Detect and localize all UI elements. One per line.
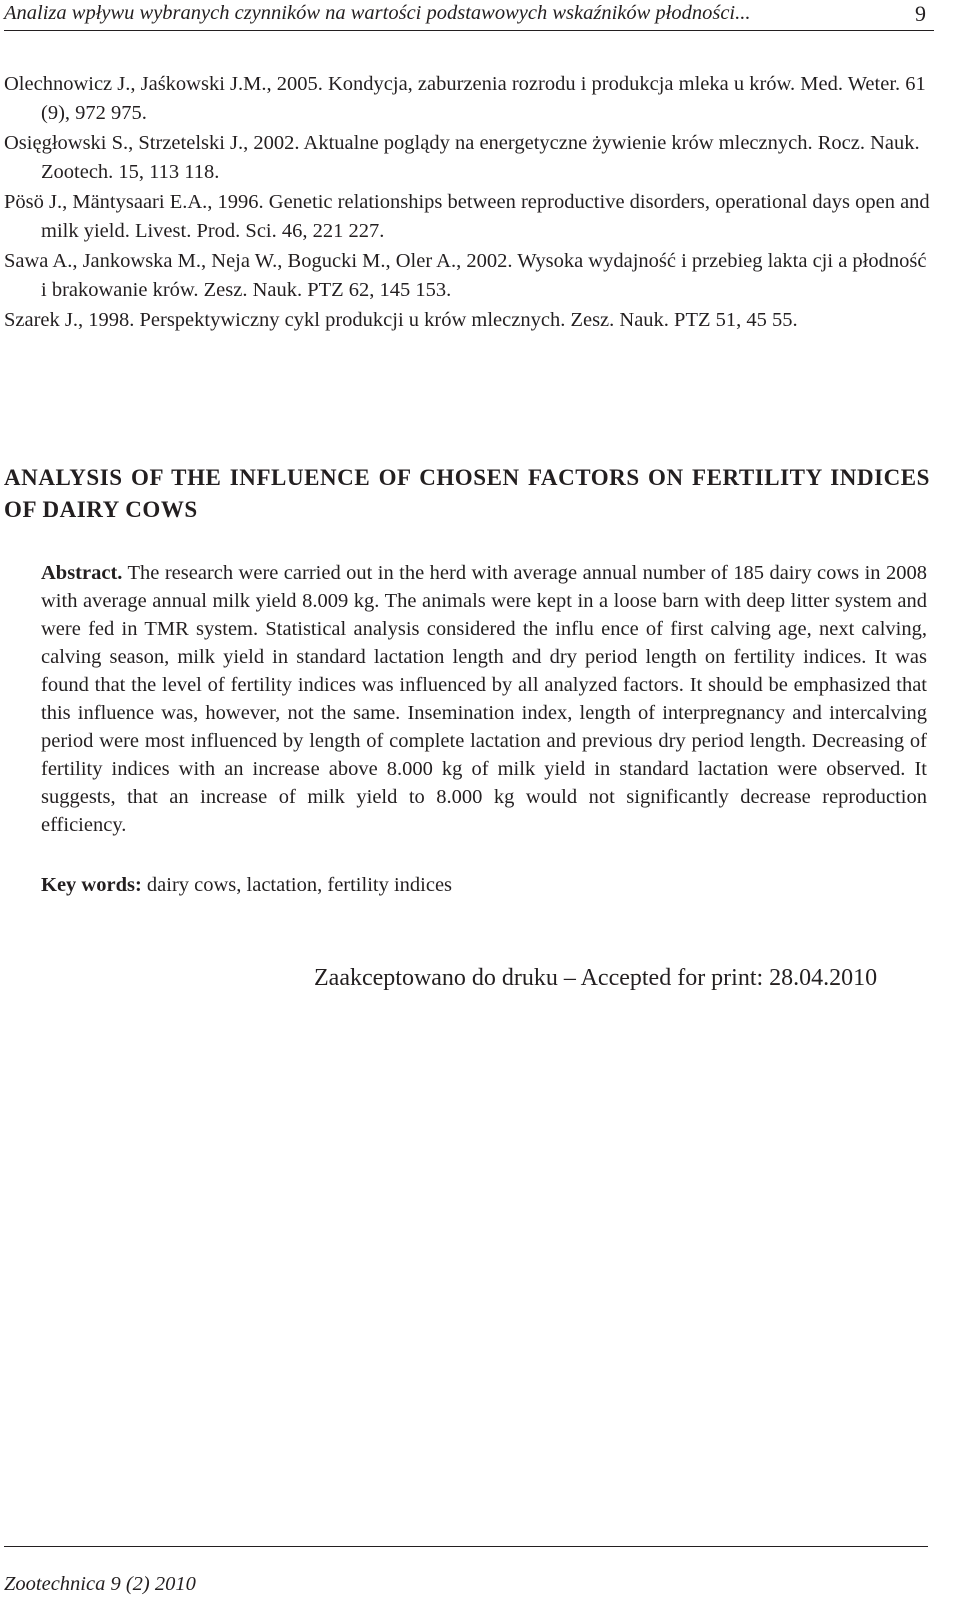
keywords-text: dairy cows, lactation, fertility indices [146,874,453,896]
accepted-note: Zaakceptowano do druku – Accepted for print: 28.04.2010 [314,965,878,991]
running-header [4,0,934,31]
page-number: 9 [915,1,926,26]
english-title: ANALYSIS OF THE INFLUENCE OF CHOSEN FACTORS ON FERTILITY INDICES OF DAIRY COWS [4,465,930,522]
keywords-label: Key words: [41,874,142,896]
footer-rule [4,1546,928,1547]
abstract-label: Abstract. [41,562,123,584]
reference-item: Szarek J., 1998. Perspektywiczny cykl produkcji u krów mlecznych. Zesz. Nauk. PTZ 51, 45 55. [4,309,798,331]
reference-item: Olechnowicz J., Jaśkowski J.M., 2005. Kondycja, zaburzenia rozrodu i produkcja mleka u krów. Med. Weter. 61 (9), 972 975. [4,73,926,124]
reference-list [4,70,934,336]
reference-item: Sawa A., Jankowska M., Neja W., Bogucki M., Oler A., 2002. Wysoka wydajność i przebieg lakta cji a płodność i brakowanie krów. Zesz. Nauk. PTZ 62, 145 153. [4,250,927,301]
footer-journal: Zootechnica 9 (2) 2010 [4,1573,196,1595]
running-title: Analiza wpływu wybranych czynników na wartości podstawowych wskaźników płodności... [4,2,751,24]
abstract [41,559,927,839]
abstract-text: The research were carried out in the herd with average annual number of 185 dairy cows in 2008 with average annual milk yield 8.009 kg. The animals were kept in a loose barn with deep litter system and were fed in TMR system. Statistical analysis considered the influ ence of first calving age, next calving, calving season, milk yield in standard lactation length and dry period length on fertility indices. It was found that the level of fertility indices was influenced by all analyzed factors. It should be emphasized that this influence was, however, not the same. Insemination index, length of interpregnancy and intercalving period were most influenced by length of complete lactation and previous dry period length. Decreasing of fertility indices with an increase above 8.000 kg of milk yield in standard lactation were observed. It suggests, that an increase of milk yield to 8.000 kg would not significantly decrease reproduction efficiency. [41,562,927,837]
keywords [41,871,452,899]
reference-item: Pösö J., Mäntysaari E.A., 1996. Genetic relationships between reproductive disorders, operational days open and milk yield. Livest. Prod. Sci. 46, 221 227. [4,191,930,242]
reference-item: Osięgłowski S., Strzetelski J., 2002. Aktualne poglądy na energetyczne żywienie krów mlecznych. Rocz. Nauk. Zootech. 15, 113 118. [4,132,920,183]
